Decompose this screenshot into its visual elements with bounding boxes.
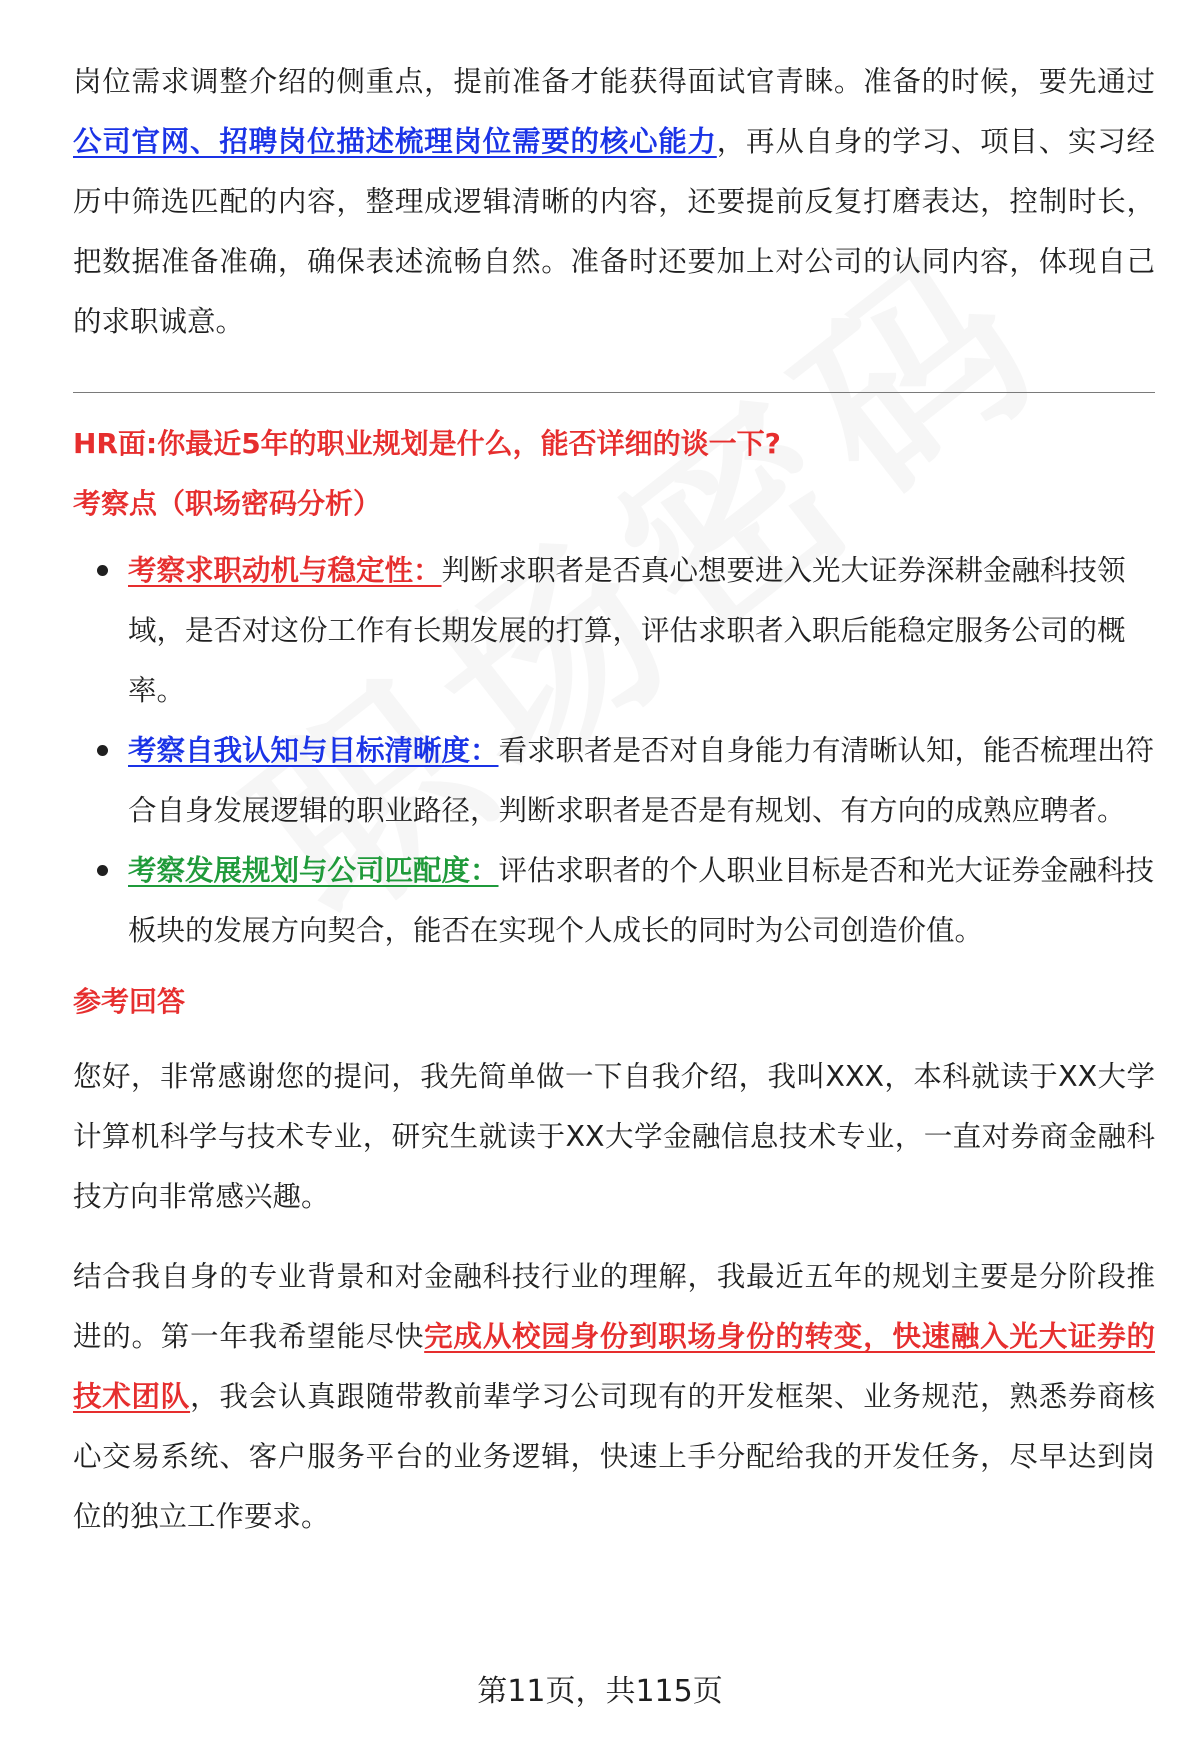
analysis-item-text: 判断求职者是否真心想要进入光大证券深耕金融科技领域，是否对这份工作有长期发展的打算，评估求职者入职后能稳定服务公司的概率。	[128, 554, 1126, 707]
document-body	[73, 52, 1155, 1547]
page-number: 第11页，共115页	[477, 1674, 723, 1709]
analysis-item-motivation	[73, 541, 1155, 721]
paragraph-gap	[73, 1227, 1155, 1247]
analysis-item-label: 考察求职动机与稳定性：	[128, 554, 442, 587]
analysis-list	[73, 541, 1155, 961]
analysis-heading: 考察点（职场密码分析）	[73, 487, 382, 520]
analysis-item-text: 看求职者是否对自身能力有清晰认知，能否梳理出符合自身发展逻辑的职业路径，判断求职者是否是有规划、有方向的成熟应聘者。	[128, 734, 1155, 827]
answer-highlight: 完成从校园身份到职场身份的转变，快速融入光大证券的技术团队	[73, 1320, 1155, 1413]
answer-paragraph-2	[73, 1247, 1155, 1547]
intro-paragraph	[73, 52, 1155, 352]
answer-text-end: ，我会认真跟随带教前辈学习公司现有的开发框架、业务规范，熟悉券商核心交易系统、客户服务平台的业务逻辑，快速上手分配给我的开发任务，尽早达到岗位的独立工作要求。	[73, 1380, 1155, 1533]
intro-highlight: 公司官网、招聘岗位描述梳理岗位需要的核心能力	[73, 125, 717, 158]
bullet-dot-icon	[97, 865, 108, 876]
analysis-item-self-awareness	[73, 721, 1155, 841]
bullet-dot-icon	[97, 565, 108, 576]
interview-question: HR面:你最近5年的职业规划是什么，能否详细的谈一下?	[73, 427, 781, 460]
bullet-dot-icon	[97, 745, 108, 756]
answer-paragraph-1: 您好，非常感谢您的提问，我先简单做一下自我介绍，我叫XXX，本科就读于XX大学计算机科学与技术专业，研究生就读于XX大学金融信息技术专业，一直对券商金融科技方向非常感兴趣。	[73, 1060, 1155, 1213]
intro-text-end: ，再从自身的学习、项目、实习经历中筛选匹配的内容，整理成逻辑清晰的内容，还要提前反复打磨表达，控制时长，把数据准备准确，确保表述流畅自然。准备时还要加上对公司的认同内容，体现自己的求职诚意。	[73, 125, 1155, 338]
analysis-item-company-fit	[73, 841, 1155, 961]
intro-text-start: 岗位需求调整介绍的侧重点，提前准备才能获得面试官青睐。准备的时候，要先通过	[73, 65, 1155, 98]
answer-heading: 参考回答	[73, 985, 186, 1018]
analysis-item-text: 评估求职者的个人职业目标是否和光大证券金融科技板块的发展方向契合，能否在实现个人成长的同时为公司创造价值。	[128, 854, 1155, 947]
analysis-item-label: 考察自我认知与目标清晰度：	[128, 734, 499, 767]
answer-text-start: 结合我自身的专业背景和对金融科技行业的理解，我最近五年的规划主要是分阶段推进的。第一年我希望能尽快	[73, 1260, 1155, 1353]
analysis-item-label: 考察发展规划与公司匹配度：	[128, 854, 499, 887]
section-divider	[73, 392, 1155, 393]
